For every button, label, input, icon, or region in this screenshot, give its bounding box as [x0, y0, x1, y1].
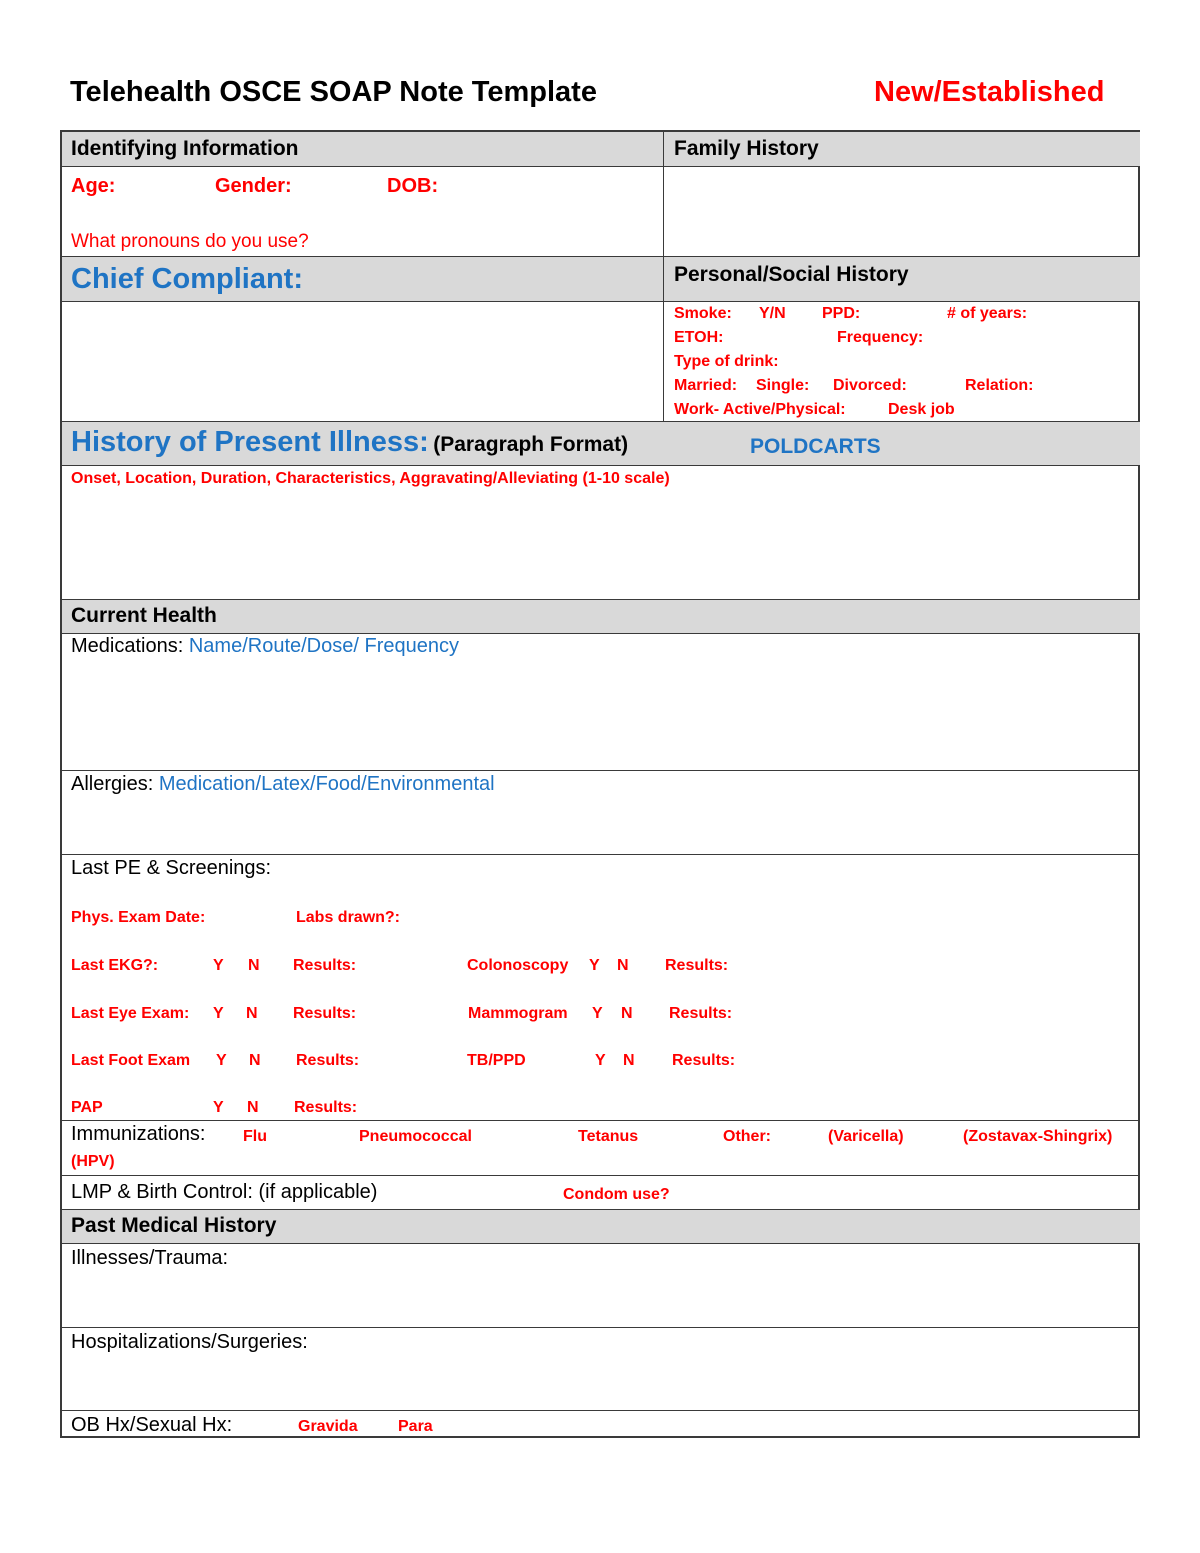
immunizations-label: Immunizations:	[71, 1123, 206, 1145]
poldcarts-mnemonic: POLDCARTS	[750, 435, 881, 458]
medications-line	[71, 635, 459, 658]
tb-ppd-no[interactable]: N	[623, 1052, 635, 1069]
phys-exam-label: Phys. Exam Date:	[71, 909, 206, 926]
row-divider	[62, 1327, 1140, 1328]
hpi-prompt: Onset, Location, Duration, Characteristics, Aggravating/Alleviating (1-10 scale)	[71, 470, 670, 487]
row-divider	[62, 770, 1140, 771]
flu-option: Flu	[243, 1128, 267, 1145]
allergies-field[interactable]	[62, 800, 1140, 854]
row-divider	[62, 256, 1140, 257]
years-label: # of years:	[947, 305, 1028, 322]
tb-ppd-results-label: Results:	[672, 1052, 736, 1069]
chief-complaint-heading: Chief Compliant:	[71, 263, 303, 295]
illnesses-field[interactable]	[62, 1273, 1140, 1327]
ekg-yes[interactable]: Y	[213, 957, 224, 974]
ekg-no[interactable]: N	[248, 957, 260, 974]
ekg-label: Last EKG?:	[71, 957, 159, 974]
single-label: Single:	[756, 377, 810, 394]
lmp-birth-control-label: LMP & Birth Control: (if applicable)	[71, 1181, 378, 1203]
colonoscopy-label: Colonoscopy	[467, 957, 569, 974]
mammogram-results-label: Results:	[669, 1005, 733, 1022]
current-health-heading: Current Health	[71, 604, 217, 627]
other-option: Other:	[723, 1128, 771, 1145]
dob-label: DOB:	[387, 175, 439, 197]
pmh-heading: Past Medical History	[71, 1214, 277, 1237]
gender-label: Gender:	[215, 175, 292, 197]
work-label: Work- Active/Physical:	[674, 401, 846, 418]
varicella-option: (Varicella)	[828, 1128, 904, 1145]
medications-field[interactable]	[62, 662, 1140, 770]
pap-no[interactable]: N	[247, 1099, 259, 1116]
tb-ppd-yes[interactable]: Y	[595, 1052, 606, 1069]
hospitalizations-field[interactable]	[62, 1357, 1140, 1410]
pneumococcal-option: Pneumococcal	[359, 1128, 472, 1145]
hpi-field[interactable]	[62, 492, 1140, 599]
foot-exam-results-label: Results:	[296, 1052, 360, 1069]
foot-exam-no[interactable]: N	[249, 1052, 261, 1069]
allergies-hint: Medication/Latex/Food/Environmental	[158, 773, 495, 795]
pap-yes[interactable]: Y	[213, 1099, 224, 1116]
para-label: Para	[398, 1418, 433, 1435]
row-divider	[62, 1120, 1140, 1121]
hpv-option: (HPV)	[71, 1153, 115, 1170]
ppd-label: PPD:	[822, 305, 861, 322]
desk-job-label: Desk job	[888, 401, 955, 418]
allergies-line	[71, 773, 495, 796]
identifying-heading: Identifying Information	[71, 137, 299, 160]
row-divider	[62, 854, 1140, 855]
row-divider	[62, 1243, 1140, 1244]
family-history-field[interactable]	[664, 167, 1140, 256]
tb-ppd-label: TB/PPD	[467, 1052, 526, 1069]
row-divider	[62, 1175, 1140, 1176]
pap-label: PAP	[71, 1099, 103, 1116]
medications-label: Medications:	[71, 635, 184, 657]
etoh-label: ETOH:	[674, 329, 724, 346]
hpi-heading-line	[71, 426, 628, 459]
pap-results-label: Results:	[294, 1099, 358, 1116]
document-title: Telehealth OSCE SOAP Note Template	[70, 76, 597, 108]
zostavax-option: (Zostavax-Shingrix)	[963, 1128, 1113, 1145]
ekg-results-label: Results:	[293, 957, 357, 974]
divorced-label: Divorced:	[833, 377, 907, 394]
allergies-label: Allergies:	[71, 773, 154, 795]
hospitalizations-label: Hospitalizations/Surgeries:	[71, 1331, 308, 1353]
medications-hint: Name/Route/Dose/ Frequency	[188, 635, 459, 657]
pronouns-prompt: What pronouns do you use?	[71, 231, 309, 252]
smoke-label: Smoke:	[674, 305, 732, 322]
condom-use-label: Condom use?	[563, 1186, 670, 1203]
labs-label: Labs drawn?:	[296, 909, 401, 926]
family-history-heading: Family History	[674, 137, 819, 160]
eye-exam-yes[interactable]: Y	[213, 1005, 224, 1022]
row-divider	[62, 421, 1140, 422]
hpi-heading: History of Present Illness:	[71, 426, 429, 458]
mammogram-label: Mammogram	[468, 1005, 568, 1022]
row-divider	[62, 1410, 1140, 1411]
frequency-label: Frequency:	[837, 329, 924, 346]
eye-exam-label: Last Eye Exam:	[71, 1005, 190, 1022]
foot-exam-yes[interactable]: Y	[216, 1052, 227, 1069]
gravida-label: Gravida	[298, 1418, 358, 1435]
ob-sexual-hx-label: OB Hx/Sexual Hx:	[71, 1414, 233, 1436]
foot-exam-label: Last Foot Exam	[71, 1052, 191, 1069]
row-divider	[62, 633, 1140, 634]
mammogram-yes[interactable]: Y	[592, 1005, 603, 1022]
smoke-yes-no: Y/N	[759, 305, 786, 322]
married-label: Married:	[674, 377, 738, 394]
patient-status-label: New/Established	[874, 76, 1105, 108]
eye-exam-no[interactable]: N	[246, 1005, 258, 1022]
hpi-format-note: (Paragraph Format)	[433, 433, 629, 456]
current-health-header-band	[62, 599, 1140, 633]
age-label: Age:	[71, 175, 116, 197]
screenings-label: Last PE & Screenings:	[71, 857, 272, 879]
chief-complaint-field[interactable]	[62, 302, 663, 421]
colonoscopy-results-label: Results:	[665, 957, 729, 974]
colonoscopy-no[interactable]: N	[617, 957, 629, 974]
colonoscopy-yes[interactable]: Y	[589, 957, 600, 974]
eye-exam-results-label: Results:	[293, 1005, 357, 1022]
row-divider	[62, 1209, 1140, 1210]
social-history-heading: Personal/Social History	[674, 263, 909, 286]
soap-note-form	[60, 130, 1140, 1438]
illnesses-label: Illnesses/Trauma:	[71, 1247, 229, 1269]
mammogram-no[interactable]: N	[621, 1005, 633, 1022]
row-divider	[62, 599, 1140, 600]
row-divider	[62, 465, 1140, 466]
drink-type-label: Type of drink:	[674, 353, 779, 370]
tetanus-option: Tetanus	[578, 1128, 639, 1145]
relation-label: Relation:	[965, 377, 1034, 394]
